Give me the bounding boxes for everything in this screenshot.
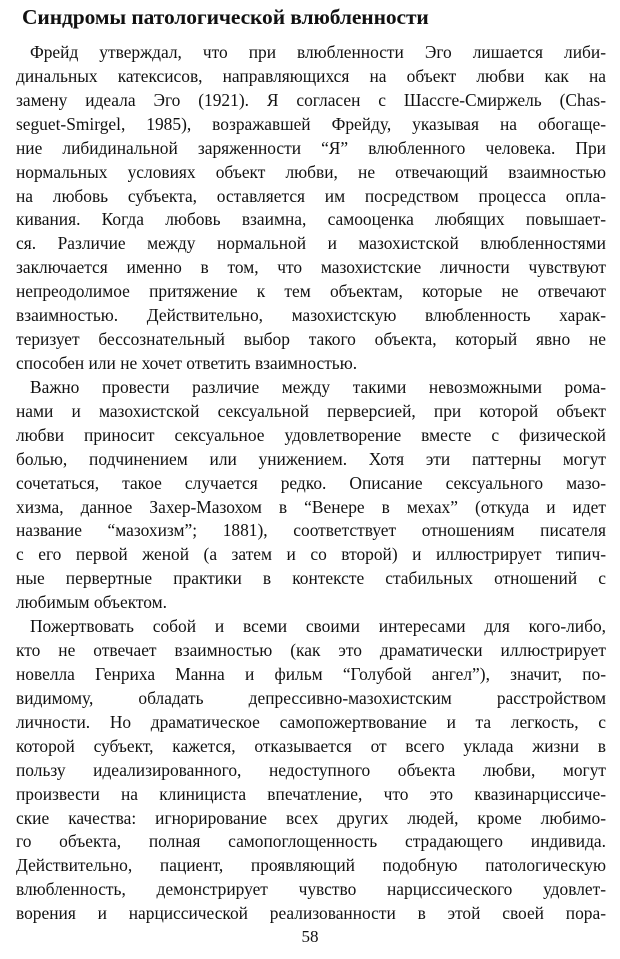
- paragraph: [16, 41, 606, 376]
- text-line: Важно провести различие между такими невозможными рома-: [30, 376, 606, 397]
- text-line: способен или не хочет ответить взаимностью.: [16, 352, 358, 373]
- text-line: болью, подчинением или унижением. Хотя эти паттерны могут: [16, 448, 606, 469]
- page-number: 58: [301, 927, 319, 946]
- text-line: го объекта, полная самопоглощенность страдающего индивида.: [16, 831, 606, 852]
- paragraph: [16, 615, 606, 926]
- text-line: кивания. Когда любовь взаимна, самооценка любящих повышает-: [16, 209, 606, 230]
- text-line: название “мазохизм”; 1881), соответствует отношениям писателя: [16, 520, 606, 541]
- text-line: пользу идеализированного, недоступного объекта любви, могут: [16, 759, 606, 780]
- paragraph: [16, 376, 606, 615]
- text-line: произвести на клинициста впечатление, что это квазинарциссиче-: [16, 783, 606, 804]
- text-line: любви приносит сексуальное удовлетворение вместе с физической: [16, 424, 606, 445]
- text-line: нами и мазохистской сексуальной перверсией, при которой объект: [16, 400, 606, 421]
- text-line: новелла Генриха Манна и фильм “Голубой ангел”), значит, по-: [16, 663, 606, 684]
- text-line: заключается именно в том, что мазохистские личности чувствуют: [16, 257, 606, 278]
- text-line: сочетаться, такое случается редко. Описание сексуального мазо-: [16, 472, 606, 493]
- text-line: Пожертвовать собой и всеми своими интересами для кого-либо,: [30, 616, 606, 637]
- text-line: непреодолимое притяжение к тем объектам, которые не отвечают: [16, 281, 606, 302]
- text-line: которой субъект, кажется, отказывается от всего уклада жизни в: [16, 735, 606, 756]
- text-line: замену идеала Эго (1921). Я согласен с Шассге-Смиржель (Chas-: [16, 89, 606, 110]
- text-line: видимому, обладать депрессивно-мазохистским расстройством: [16, 687, 606, 708]
- text-line: динальных катексисов, направляющихся на объект любви как на: [16, 65, 606, 86]
- text-line: Фрейд утверждал, что при влюбленности Эго лишается либи-: [30, 42, 606, 62]
- text-line: влюбленность, демонстрирует чувство нарциссического удовлет-: [16, 879, 606, 900]
- text-line: любимым объектом.: [16, 592, 167, 613]
- text-line: ворения и нарциссической реализованности в этой своей пора-: [16, 903, 606, 924]
- text-line: теризует бессознательный выбор такого объекта, который явно не: [16, 329, 606, 350]
- section-heading: Синдромы патологической влюбленности: [22, 5, 429, 29]
- text-line: Действительно, пациент, проявляющий подобную патологическую: [16, 855, 606, 876]
- text-line: ся. Различие между нормальной и мазохистской влюбленностями: [16, 233, 606, 254]
- text-line: кто не отвечает взаимностью (как это драматически иллюстрирует: [16, 640, 606, 661]
- text-line: на любовь субъекта, оставляется им посредством процесса опла-: [16, 185, 606, 206]
- text-line: seguet-Smirgel, 1985), возражавшей Фрейду, указывая на обогаще-: [16, 113, 606, 134]
- text-line: с его первой женой (а затем и со второй) и иллюстрирует типич-: [16, 544, 606, 565]
- text-line: хизма, данное Захер-Мазохом в “Венере в мехах” (откуда и идет: [16, 496, 606, 517]
- text-line: ские качества: игнорирование всех других людей, кроме любимо-: [16, 807, 606, 828]
- text-line: ние либидинальной заряженности “Я” влюбленного человека. При: [16, 137, 606, 158]
- text-line: ные первертные практики в контексте стабильных отношений с: [16, 568, 606, 589]
- text-line: нормальных условиях объект любви, не отвечающий взаимностью: [16, 161, 606, 182]
- text-line: личности. Но драматическое самопожертвование и та легкость, с: [16, 711, 606, 732]
- body-text: [16, 41, 606, 926]
- text-line: взаимностью. Действительно, мазохистскую влюбленность харак-: [16, 305, 606, 326]
